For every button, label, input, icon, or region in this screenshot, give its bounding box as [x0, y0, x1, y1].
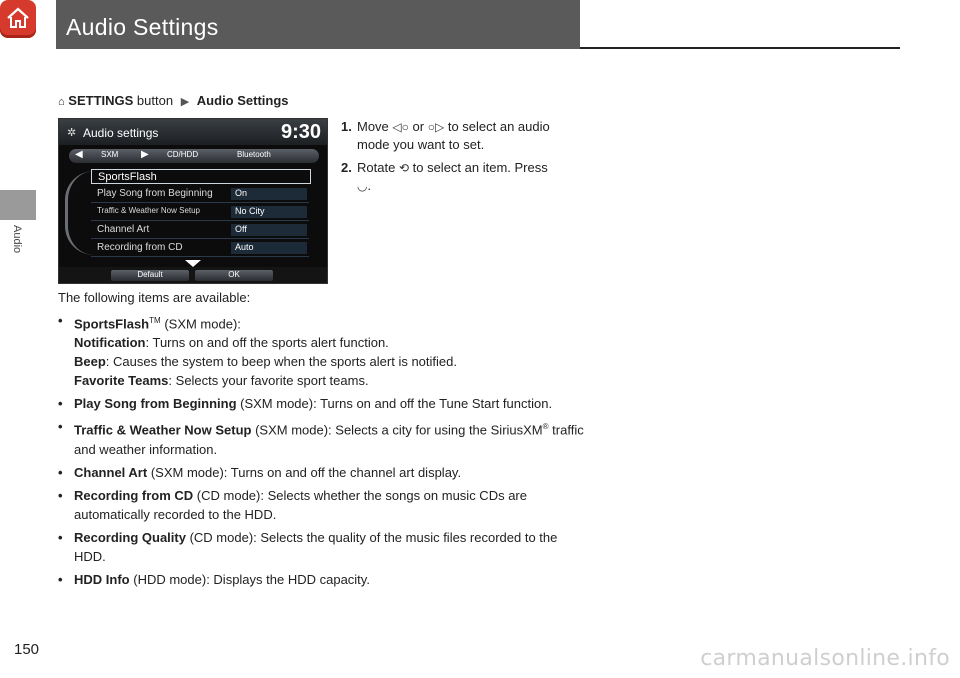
list-item-channel-art: [58, 463, 588, 482]
bullet-icon: •: [58, 529, 63, 545]
step-text: to select an audio mode you want to set.: [357, 119, 550, 152]
item-title: Recording from CD: [74, 487, 194, 503]
knob-left-icon: ◁○: [392, 120, 409, 134]
sub-text: : Selects your favorite sport teams.: [168, 373, 369, 389]
screen-row-label: Channel Art: [97, 224, 150, 235]
page-number: 150: [14, 641, 40, 658]
item-text: (SXM mode): Selects a city for using the SiriusXM: [255, 422, 543, 438]
screen-row-sportsflash: [91, 169, 311, 184]
registered-mark: ®: [542, 422, 549, 432]
screen-row-value: Auto: [231, 242, 307, 254]
knob-press-icon: ◡: [357, 179, 368, 193]
screen-row-channel-art: [91, 223, 309, 239]
item-title: HDD Info: [74, 571, 130, 587]
step-number: 1.: [341, 119, 352, 134]
screen-row-value: No City: [231, 206, 307, 218]
screen-row-value: Off: [231, 224, 307, 236]
list-item-recording-cd: [58, 486, 588, 524]
item-title: Recording Quality: [74, 529, 186, 545]
section-tab-marker: [0, 190, 36, 220]
bullet-icon: •: [58, 419, 63, 435]
screen-footer: [59, 267, 327, 283]
scroll-down-icon: [185, 260, 201, 267]
screen-row-value: On: [231, 188, 307, 200]
item-text: (SXM mode): Turns on and off the channel art display.: [150, 464, 462, 480]
list-item-sportsflash: [58, 311, 588, 390]
instruction-steps: [341, 118, 581, 200]
breadcrumb-arrow-icon: ▶: [180, 96, 190, 108]
step-text: Rotate: [357, 160, 396, 175]
item-text: (CD mode): Selects whether the songs on music CDs are automatically recorded to the HDD.: [74, 487, 527, 522]
item-title: Play Song from Beginning: [74, 396, 237, 412]
screen-tab-bar: [69, 149, 319, 163]
breadcrumb: [58, 93, 289, 108]
bullet-icon: •: [58, 313, 63, 328]
sub-notification: [74, 333, 588, 352]
item-text: traffic and weather information.: [74, 422, 584, 457]
sub-beep: [74, 352, 588, 371]
screen-clock: 9:30: [280, 121, 321, 143]
trademark: TM: [149, 316, 161, 325]
step-text: to select an item. Press: [412, 160, 548, 175]
intro-text: The following items are available:: [58, 290, 251, 305]
screen-row-label: SportsFlash: [98, 171, 157, 183]
sub-label: Notification: [74, 335, 146, 351]
home-icon-small: ⌂: [58, 96, 65, 108]
screen-row-label: Recording from CD: [97, 242, 183, 253]
step-text: Move: [357, 119, 389, 134]
screen-row-recording-cd: [91, 241, 309, 257]
home-icon: [6, 7, 30, 29]
knob-rotate-icon: ⟲: [398, 161, 409, 175]
screen-tab-cdhdd: CD/HDD: [167, 150, 199, 159]
item-title: Channel Art: [74, 464, 148, 480]
knob-right-icon: ○▷: [427, 120, 445, 134]
item-title: SportsFlash: [74, 316, 150, 332]
step-text: or: [412, 119, 425, 134]
screen-header: [59, 119, 327, 145]
section-label: Audio: [11, 225, 23, 254]
sub-label: Beep: [74, 354, 106, 370]
step-2: [341, 159, 581, 195]
home-button[interactable]: [0, 0, 36, 38]
item-list: [58, 288, 588, 593]
screen-default-button: Default: [111, 270, 189, 281]
screen-scroll-arc: [65, 171, 94, 255]
screen-row-label: Play Song from Beginning: [97, 188, 213, 199]
bullet-icon: •: [58, 487, 63, 503]
breadcrumb-settings: SETTINGS: [68, 93, 134, 108]
breadcrumb-button-word: button: [136, 93, 174, 108]
screen-tab-sxm: SXM: [101, 150, 119, 159]
step-1: [341, 118, 581, 154]
left-arrow-icon: ◀: [75, 149, 83, 160]
right-arrow-icon: ▶: [141, 149, 149, 160]
list-item-recording-quality: [58, 528, 588, 566]
step-number: 2.: [341, 160, 352, 175]
screen-row-label: Traffic & Weather Now Setup: [97, 206, 201, 215]
watermark: carmanualsonline.info: [700, 646, 950, 671]
sub-text: : Causes the system to beep when the sports alert is notified.: [105, 354, 457, 370]
screen-title: Audio settings: [83, 126, 159, 140]
nav-screen-image: [58, 118, 328, 284]
bullet-icon: •: [58, 571, 63, 587]
item-text: (SXM mode): Turns on and off the Tune Start function.: [240, 396, 553, 412]
title-rule: [580, 47, 900, 49]
screen-row-play-song: [91, 187, 309, 203]
item-text: (HDD mode): Displays the HDD capacity.: [133, 571, 370, 587]
screen-row-traffic: [91, 205, 309, 221]
gear-icon: ✲: [67, 127, 77, 139]
list-item-traffic: [58, 417, 588, 458]
item-title: Traffic & Weather Now Setup: [74, 422, 252, 438]
list-item-hdd-info: [58, 570, 588, 589]
page-title: Audio Settings: [66, 14, 219, 40]
item-text: (CD mode): Selects the quality of the music files recorded to the HDD.: [74, 529, 558, 564]
screen-ok-button: OK: [195, 270, 273, 281]
sub-favorite-teams: [74, 371, 588, 390]
screen-tab-bluetooth: Bluetooth: [237, 150, 271, 159]
list-item-play-song: [58, 394, 588, 413]
bullet-icon: •: [58, 396, 63, 412]
bullet-icon: •: [58, 464, 63, 480]
sub-label: Favorite Teams: [74, 373, 169, 389]
sub-text: : Turns on and off the sports alert function.: [145, 335, 389, 351]
item-text: (SXM mode):: [164, 316, 241, 332]
step-text: .: [367, 178, 372, 193]
breadcrumb-audio-settings: Audio Settings: [196, 93, 289, 108]
